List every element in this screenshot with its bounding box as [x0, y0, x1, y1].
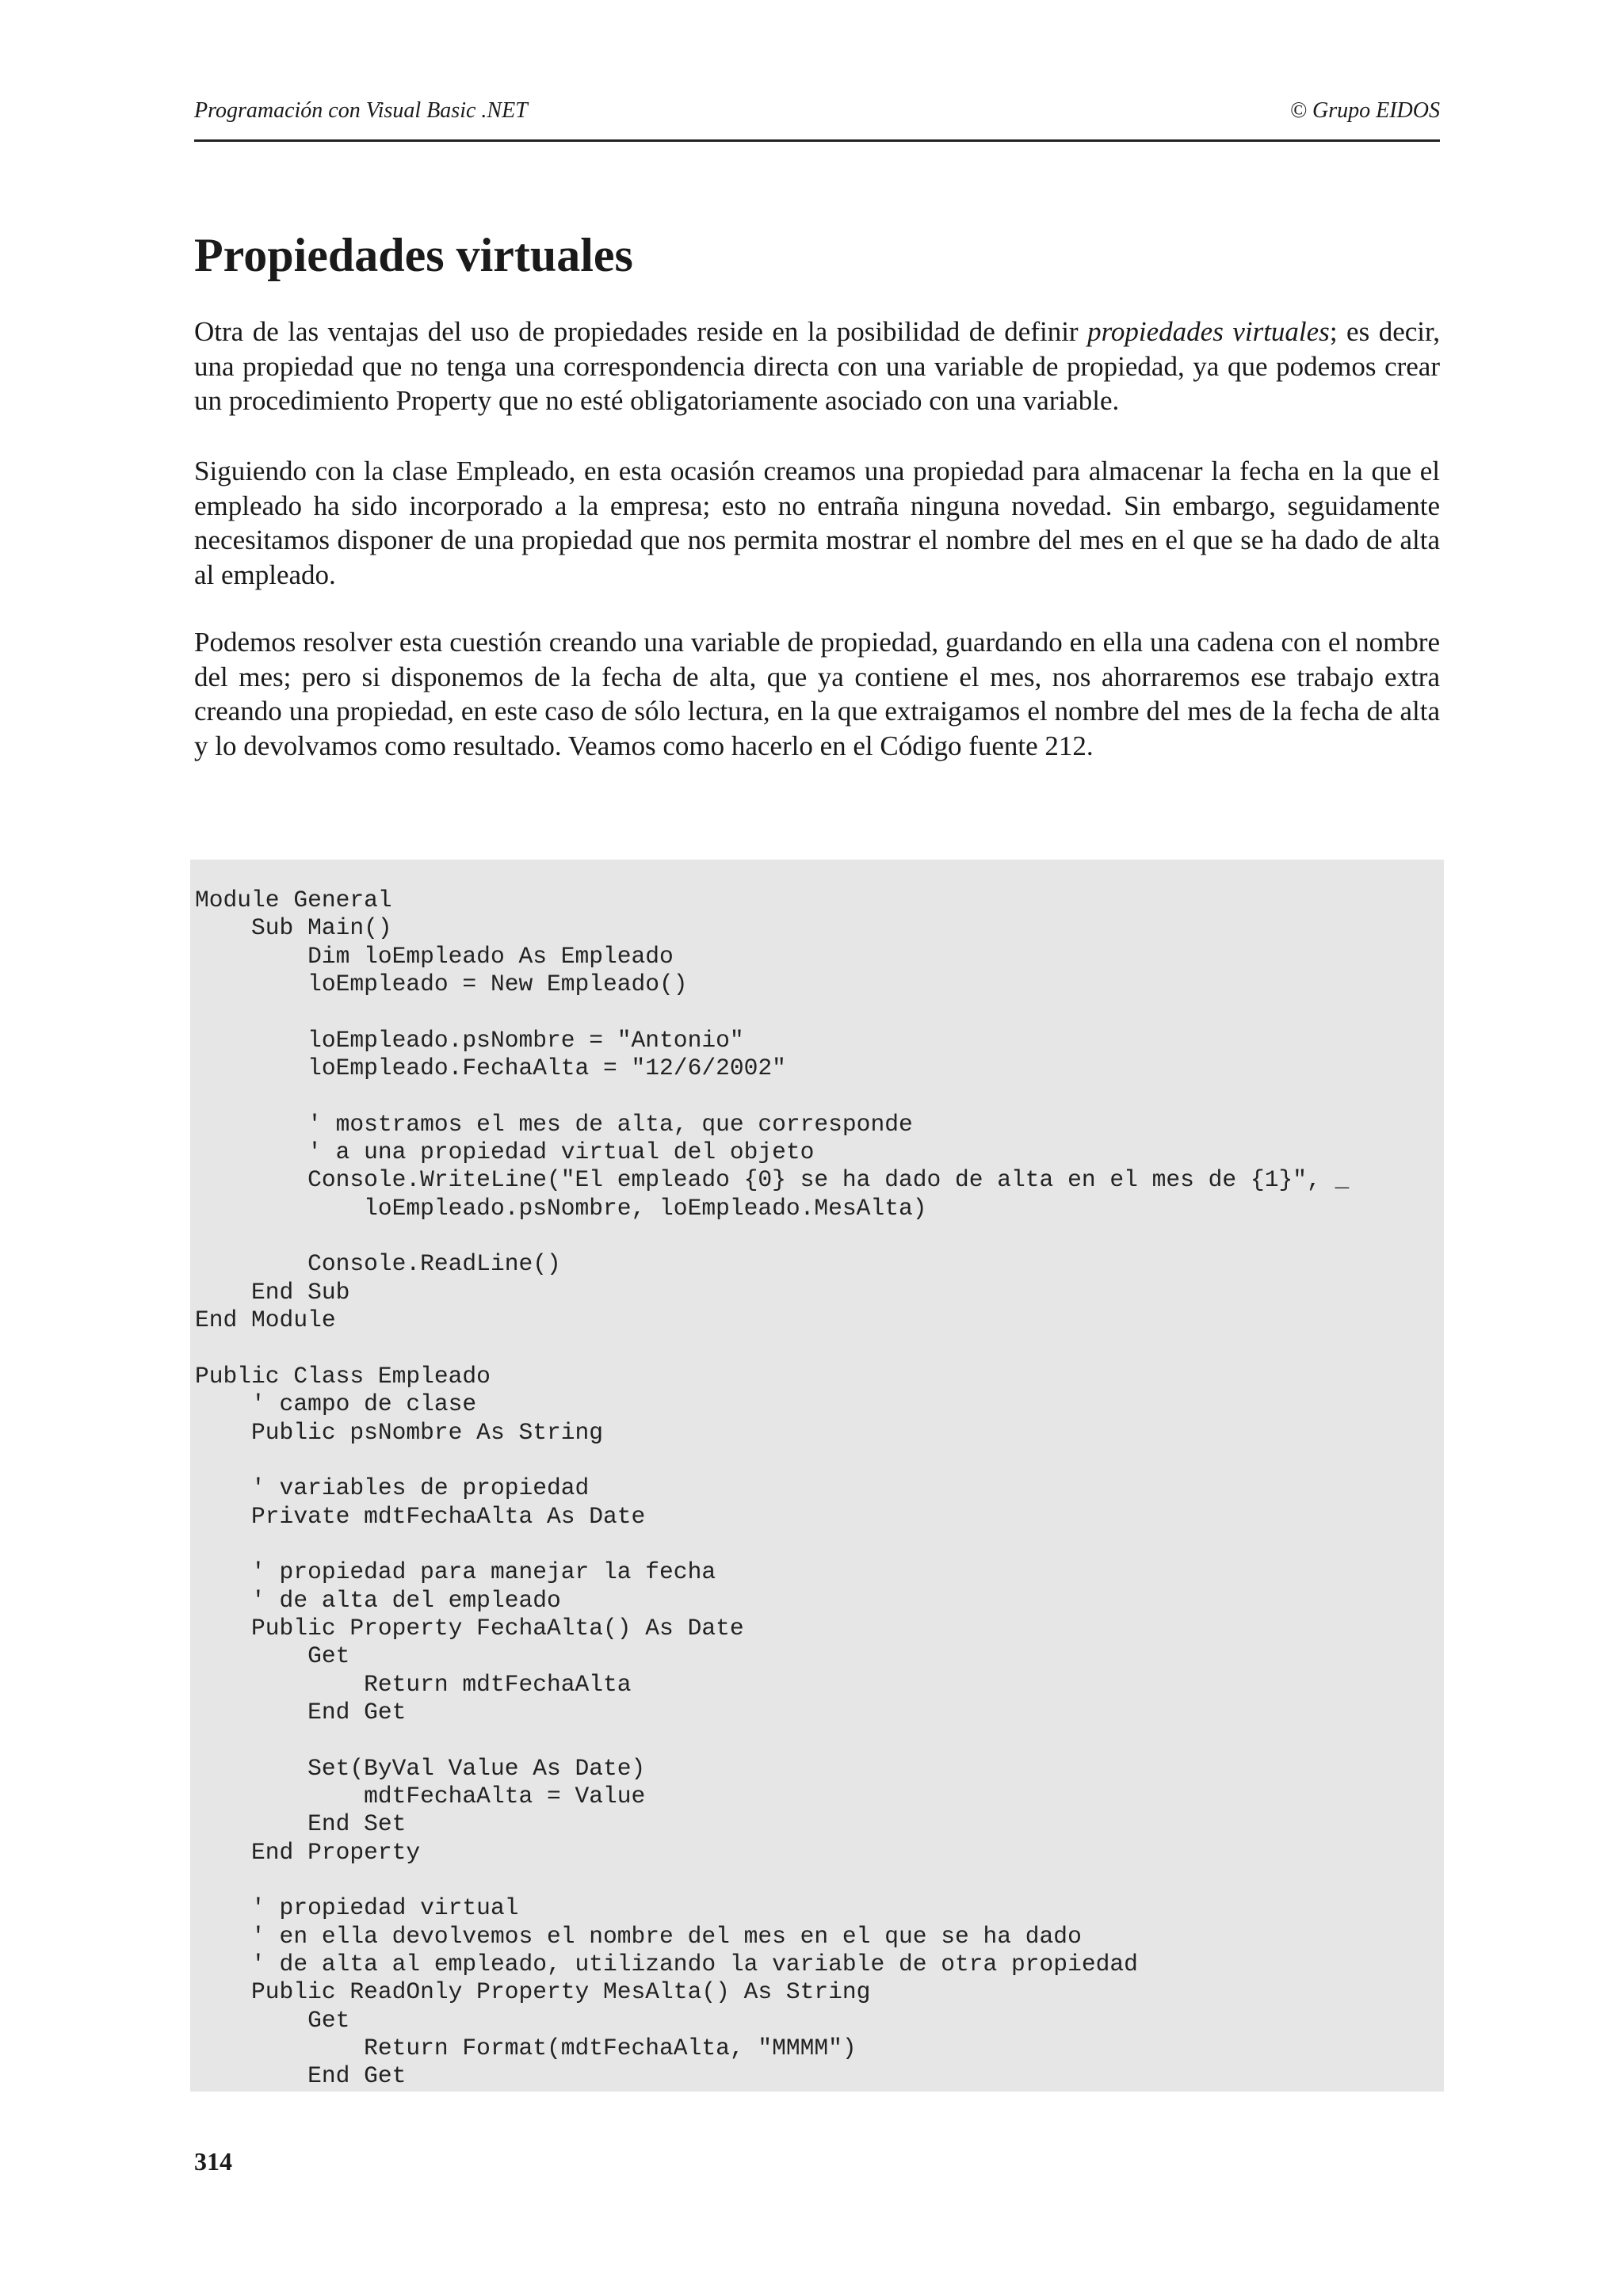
page-number: 314 [194, 2147, 232, 2176]
code-text: Module General Sub Main() Dim loEmpleado As Empleado loEmpleado = New Empleado() loEmpleado.psNombre = "Antonio" loEmpleado.FechaAlta = "12/6/2002" ' mostramos el mes de alta, que corresponde ' a una propiedad virtual del objeto Console.WriteLine("El empleado {0} se ha dado de alta en el mes de {1}", _ loEmpleado.psNombre, loEmpleado.MesAlta) Console.ReadLine() End Sub End Module Public Class Empleado ' campo de clase Public psNombre As String ' variables de propiedad Private mdtFechaAlta As Date ' propiedad para manejar la fecha ' de alta del empleado Public Property FechaAlta() As Date Get Return mdtFechaAlta End Get Set(ByVal Value As Date) mdtFechaAlta = Value End Set End Property ' propiedad virtual ' en ella devolvemos el nombre del mes en el que se ha dado ' de alta al empleado, utilizando la variable de otra propiedad Public ReadOnly Property MesAlta() As String Get Return Format(mdtFechaAlta, "MMMM") End Get [195, 887, 1350, 2090]
publisher-credit: © Grupo EIDOS [1289, 98, 1440, 123]
paragraph-solution: Podemos resolver esta cuestión creando una variable de propiedad, guardando en ella una cadena con el nombre del mes; pero si disponemos de la fecha de alta, que ya contiene el mes, nos ahorraremos ese trabajo extra creando una propiedad, en este caso de sólo lectura, en la que extraigamos el nombre del mes de la fecha de alta y lo devolvamos como resultado. Veamos como hacerlo en el Código fuente 212. [194, 627, 1440, 761]
paragraph-intro-end: ; es decir, una propiedad que no tenga una correspondencia directa con una variable de propiedad, ya que podemos crear un procedimiento Property que no esté obligatoriamente asociado con una variable. [194, 316, 1440, 416]
code-listing [190, 860, 1444, 2092]
paragraph-intro [194, 315, 1440, 418]
page-header [194, 93, 1440, 142]
paragraph-intro-start: Otra de las ventajas del uso de propiedades reside en la posibilidad de definir [194, 316, 1088, 347]
book-title: Programación con Visual Basic .NET [194, 98, 528, 123]
section-title: Propiedades virtuales [194, 229, 633, 281]
emphasis-term: propiedades virtuales [1087, 316, 1330, 347]
paragraph-context: Siguiendo con la clase Empleado, en esta ocasión creamos una propiedad para almacenar la fecha en la que el empleado ha sido incorporado a la empresa; esto no entraña ninguna novedad. Sin embargo, seguidamente necesitamos disponer de una propiedad que nos permita mostrar el nombre del mes en el que se ha dado de alta al empleado. [194, 456, 1440, 590]
